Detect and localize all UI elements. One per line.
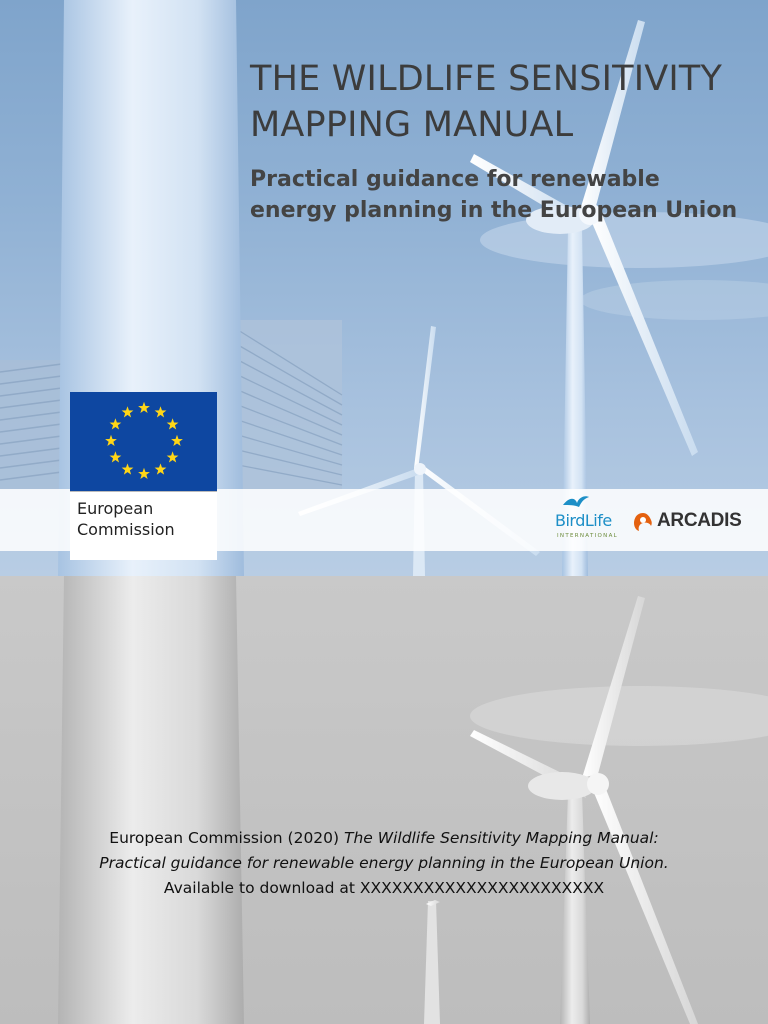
eu-star-icon — [110, 451, 122, 462]
eu-star-icon — [122, 463, 134, 474]
document-subtitle — [250, 164, 760, 226]
citation-title-2: Practical guidance for renewable energy planning in the European Union. — [99, 854, 669, 872]
main-turbine-grey — [470, 596, 698, 1024]
eu-flag-icon — [70, 392, 217, 491]
arcadis-wordmark: ARCADIS — [657, 510, 742, 531]
title-line-2: MAPPING MANUAL — [250, 105, 574, 145]
subtitle-line-2: energy planning in the European Union — [250, 198, 738, 223]
eu-star-icon — [167, 418, 179, 429]
title-line-1: THE WILDLIFE SENSITIVITY — [250, 59, 723, 99]
wind-turbine-photo-grey — [0, 576, 768, 1024]
eu-star-icon — [155, 406, 167, 417]
ec-wordmark-line-2: Commission — [77, 520, 175, 539]
eu-star-icon — [138, 468, 150, 479]
eu-star-icon — [171, 435, 183, 446]
birdlife-logo — [553, 493, 625, 547]
citation-download: Available to download at XXXXXXXXXXXXXXXXXXXXXXX — [163, 879, 605, 897]
large-tower-grey — [58, 576, 244, 1024]
ec-wordmark — [77, 498, 217, 540]
eu-star-icon — [110, 418, 122, 429]
birdlife-subtitle: INTERNATIONAL — [557, 533, 618, 539]
eu-star-icon — [167, 451, 179, 462]
document-title — [250, 56, 760, 148]
subtitle-line-1: Practical guidance for renewable — [250, 167, 660, 192]
eu-star-icon — [122, 406, 134, 417]
building-right — [238, 320, 342, 490]
ec-wordmark-line-1: European — [77, 499, 154, 518]
cover-photo-greyscale — [0, 576, 768, 1024]
birdlife-wordmark: BirdLife — [555, 511, 612, 530]
logo-divider — [70, 491, 217, 492]
bird-icon — [561, 493, 591, 513]
arcadis-mark-icon — [632, 511, 654, 533]
eu-star-icon — [105, 435, 117, 446]
small-turbine-grey — [424, 900, 440, 1024]
eu-star-icon — [155, 463, 167, 474]
citation-title-1: The Wildlife Sensitivity Mapping Manual: — [344, 829, 659, 847]
citation-text — [60, 826, 708, 901]
citation-author: European Commission (2020) — [109, 829, 345, 847]
eu-star-icon — [138, 402, 150, 413]
european-commission-logo — [70, 392, 217, 560]
arcadis-logo — [632, 508, 756, 536]
